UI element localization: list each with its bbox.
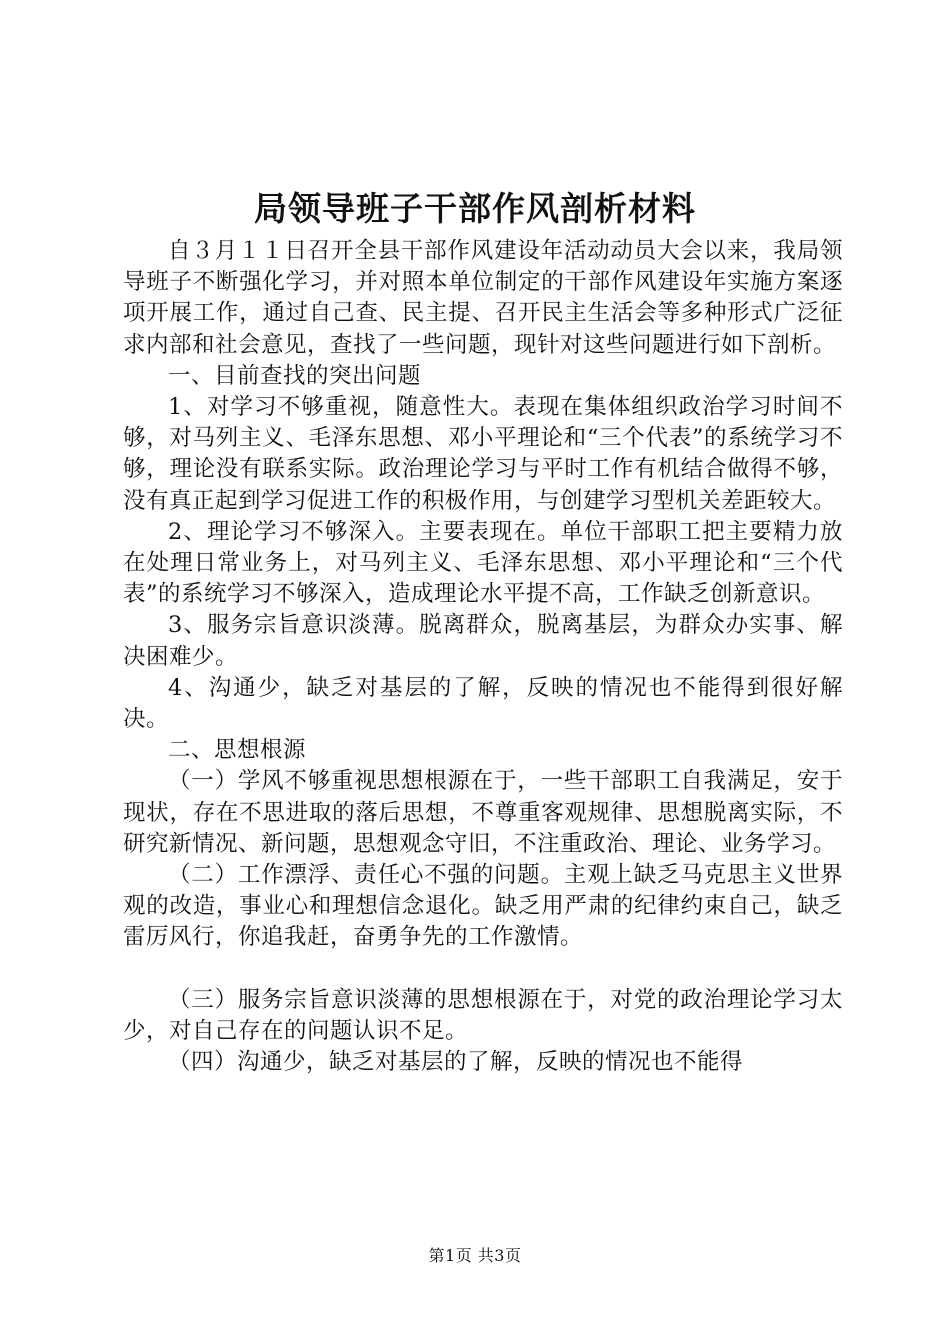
- document-title: 局领导班子干部作风剖析材料: [254, 189, 696, 228]
- page-footer: 第1页 共3页: [428, 1246, 522, 1265]
- section-heading-roots: 二、思想根源: [168, 737, 307, 764]
- root-item-2: （二）工作漂浮、责任心不强的问题。主观上缺乏马克思主义世界观的改造，事业心和理想信念退化。缺乏用严肃的纪律约束自己，缺乏雷厉风行，你追我赶，奋勇争先的工作激情。: [123, 862, 843, 951]
- root-item-4: （四）沟通少，缺乏对基层的了解，反映的情况也不能得: [168, 1049, 744, 1076]
- intro-paragraph: 自３月１１日召开全县干部作风建设年活动动员大会以来，我局领导班子不断强化学习，并对照本单位制定的干部作风建设年实施方案逐项开展工作，通过自己查、民主提、召开民主生活会等多种形式广泛征求内部和社会意见，查找了一些问题，现针对这些问题进行如下剖析。: [123, 238, 843, 358]
- problem-item-3: 3、服务宗旨意识淡薄。脱离群众，脱离基层，为群众办实事、解决困难少。: [123, 612, 843, 670]
- root-item-3: （三）服务宗旨意识淡薄的思想根源在于，对党的政治理论学习太少，对自己存在的问题认识不足。: [123, 986, 843, 1044]
- section-heading-problems: 一、目前查找的突出问题: [168, 362, 422, 389]
- problem-item-1: 1、对学习不够重视，随意性大。表现在集体组织政治学习时间不够，对马列主义、毛泽东思想、邓小平理论和“三个代表”的系统学习不够，理论没有联系实际。政治理论学习与平时工作有机结合做得不够，没有真正起到学习促进工作的积极作用，与创建学习型机关差距较大。: [123, 394, 843, 514]
- problem-item-2: 2、理论学习不够深入。主要表现在。单位干部职工把主要精力放在处理日常业务上，对马列主义、毛泽东思想、邓小平理论和“三个代表”的系统学习不够深入，造成理论水平提不高，工作缺乏创新意识。: [123, 518, 843, 608]
- root-item-1: （一）学风不够重视思想根源在于，一些干部职工自我满足，安于现状，存在不思进取的落后思想，不尊重客观规律、思想脱离实际，不研究新情况、新问题，思想观念守旧，不注重政治、理论、业务学习。: [123, 768, 843, 857]
- document-body: [123, 236, 843, 1078]
- problem-item-4: 4、沟通少，缺乏对基层的了解，反映的情况也不能得到很好解决。: [123, 674, 843, 733]
